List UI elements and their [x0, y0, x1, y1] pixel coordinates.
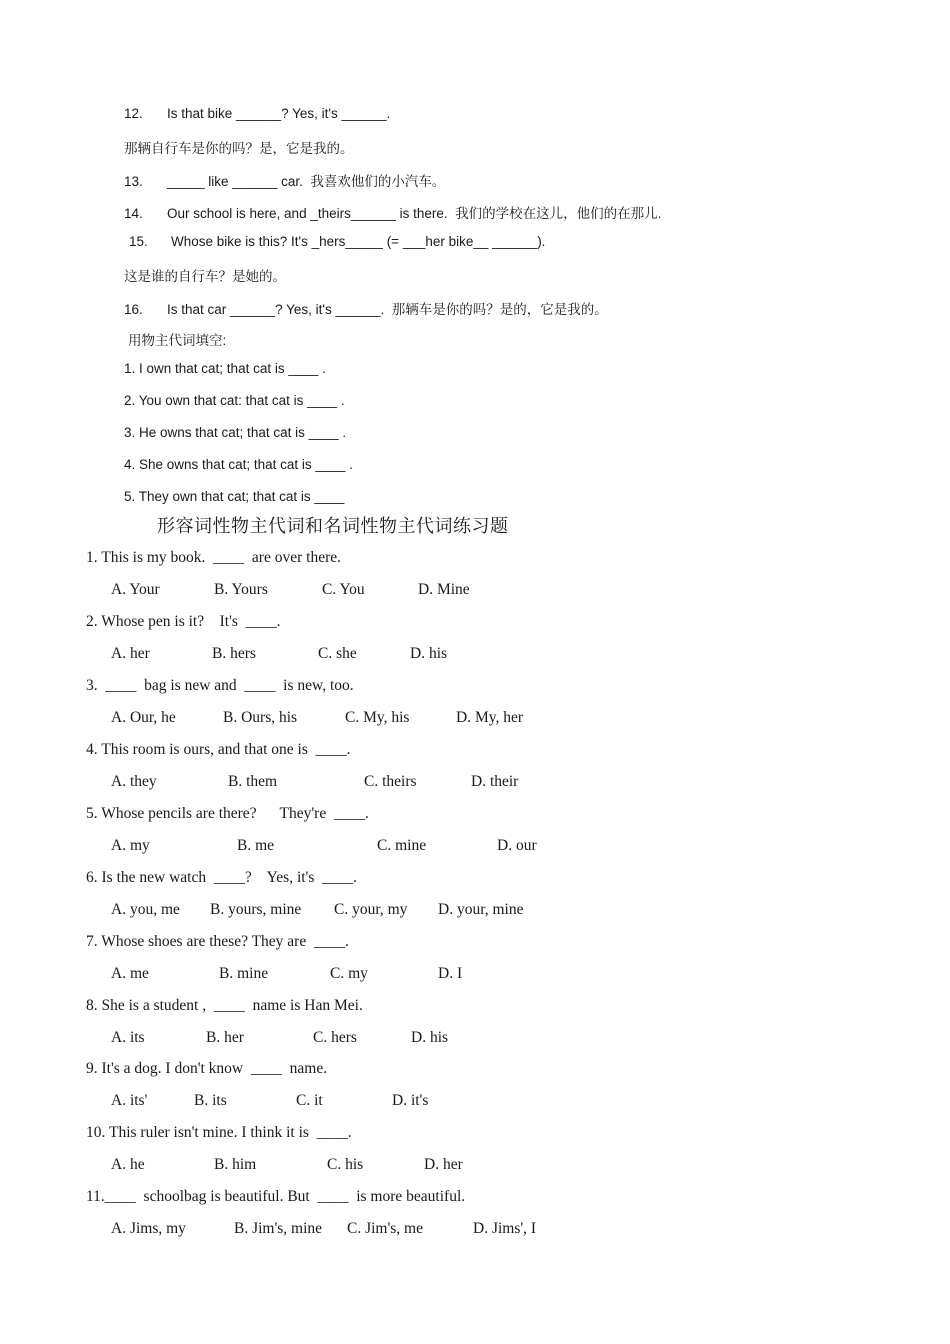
option-b: B. mine [219, 965, 269, 982]
fill-subheading: 用物主代词填空: [128, 333, 227, 348]
option-d: D. our [497, 837, 537, 854]
option-c: C. mine [377, 837, 427, 854]
fill-item-1: 1. I own that cat; that cat is ____ . [124, 361, 326, 376]
item-text: Is that car ______? Yes, it's ______. 那辆车是你的吗？是的，它是我的。 [167, 302, 608, 317]
option-b: B. them [228, 773, 278, 790]
option-d: D. their [471, 773, 519, 790]
option-b: B. her [206, 1029, 244, 1046]
option-a: A. Our, he [111, 709, 176, 726]
option-a: A. her [111, 645, 150, 662]
option-b: B. Yours [214, 581, 268, 598]
item-15 [129, 234, 545, 249]
option-b: B. me [237, 837, 275, 854]
option-a: A. its [111, 1029, 145, 1046]
item-number: 14. [124, 206, 143, 221]
option-d: D. Mine [418, 581, 470, 598]
option-a: A. Your [111, 581, 160, 598]
option-d: D. his [411, 1029, 449, 1046]
option-c: C. it [296, 1092, 323, 1109]
item-12 [124, 106, 390, 121]
option-a: A. he [111, 1156, 145, 1173]
question-7: 7. Whose shoes are these? They are ____. [86, 933, 349, 950]
item-text: Our school is here, and _theirs______ is there. 我们的学校在这儿，他们的在那儿. [167, 206, 662, 221]
question-3: 3. ____ bag is new and ____ is new, too. [86, 677, 354, 694]
item-12-translation [124, 137, 354, 157]
option-d: D. her [424, 1156, 463, 1173]
option-b: B. Ours, his [223, 709, 298, 726]
option-b: B. hers [212, 645, 256, 662]
fill-item-5: 5. They own that cat; that cat is ____ [124, 489, 345, 504]
item-15-translation [124, 265, 286, 285]
option-a: A. Jims, my [111, 1220, 186, 1237]
question-9: 9. It's a dog. I don't know ____ name. [86, 1060, 328, 1077]
option-c: C. My, his [345, 709, 410, 726]
fill-item-4: 4. She owns that cat; that cat is ____ . [124, 457, 353, 472]
option-c: C. his [327, 1156, 364, 1173]
question-2: 2. Whose pen is it? It's ____. [86, 613, 281, 630]
question-1: 1. This is my book. ____ are over there. [86, 549, 341, 566]
option-c: C. your, my [334, 901, 408, 918]
option-c: C. my [330, 965, 368, 982]
item-text: Is that bike ______? Yes, it's ______. [167, 106, 391, 121]
option-c: C. she [318, 645, 357, 662]
item-text: _____ like ______ car. 我喜欢他们的小汽车。 [167, 174, 446, 189]
fill-item-2: 2. You own that cat: that cat is ____ . [124, 393, 345, 408]
section-title: 形容词性物主代词和名词性物主代词练习题 [157, 516, 509, 537]
option-d: D. My, her [456, 709, 524, 726]
item-number: 16. [124, 302, 143, 317]
question-8: 8. She is a student , ____ name is Han Mei. [86, 997, 363, 1014]
item-text: 那辆自行车是你的吗？是，它是我的。 [124, 141, 354, 156]
option-a: A. my [111, 837, 150, 854]
option-c: C. hers [313, 1029, 357, 1046]
option-c: C. Jim's, me [347, 1220, 423, 1237]
option-c: C. theirs [364, 773, 417, 790]
item-number: 13. [124, 174, 143, 189]
option-a: A. its' [111, 1092, 148, 1109]
question-4: 4. This room is ours, and that one is ____. [86, 741, 351, 758]
item-number: 15. [129, 234, 148, 249]
option-b: B. yours, mine [210, 901, 302, 918]
option-a: A. they [111, 773, 157, 790]
option-a: A. you, me [111, 901, 180, 918]
option-a: A. me [111, 965, 149, 982]
option-d: D. his [410, 645, 448, 662]
item-14 [124, 202, 661, 222]
option-c: C. You [322, 581, 365, 598]
option-d: D. it's [392, 1092, 429, 1109]
fill-item-3: 3. He owns that cat; that cat is ____ . [124, 425, 347, 440]
question-10: 10. This ruler isn't mine. I think it is ____. [86, 1124, 352, 1141]
option-b: B. Jim's, mine [234, 1220, 323, 1237]
item-16 [124, 298, 608, 318]
item-13 [124, 170, 445, 190]
question-6: 6. Is the new watch ____? Yes, it's ____. [86, 869, 358, 886]
option-b: B. its [194, 1092, 227, 1109]
item-text: Whose bike is this? It's _hers_____ (= ___her bike__ ______). [171, 234, 546, 249]
item-number: 12. [124, 106, 143, 121]
option-d: D. I [438, 965, 463, 982]
question-11: 11.____ schoolbag is beautiful. But ____ is more beautiful. [86, 1188, 466, 1205]
question-5: 5. Whose pencils are there? They're ____. [86, 805, 369, 822]
option-d: D. your, mine [438, 901, 524, 918]
item-text: 这是谁的自行车？是她的。 [124, 269, 286, 284]
option-d: D. Jims', I [473, 1220, 537, 1237]
option-b: B. him [214, 1156, 257, 1173]
